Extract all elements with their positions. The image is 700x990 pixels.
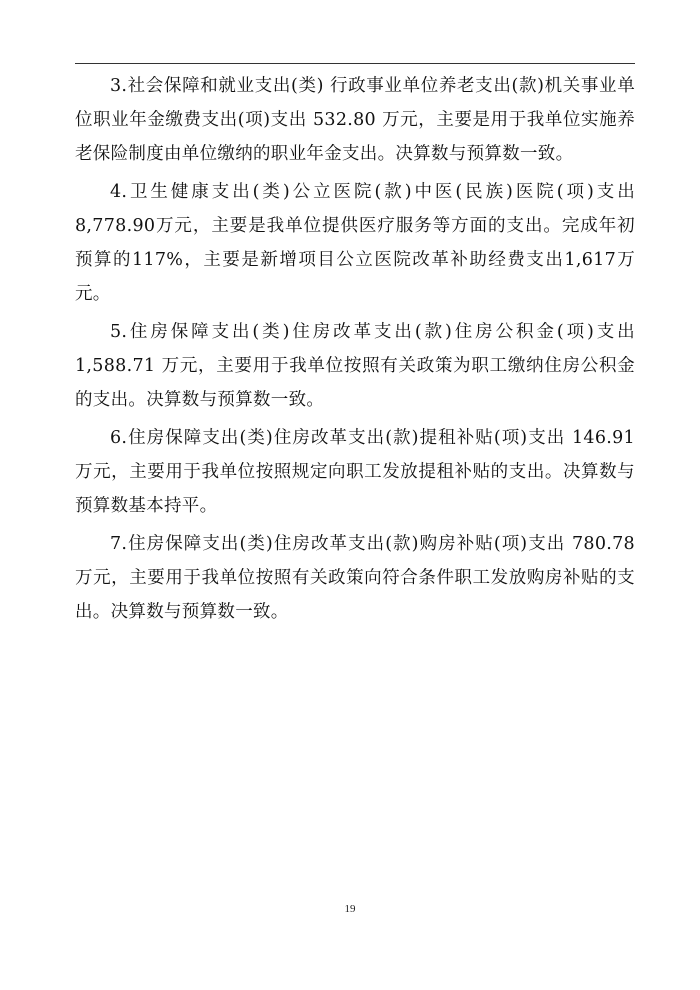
header-rule — [75, 63, 635, 64]
paragraph-item-3: 3.社会保障和就业支出(类) 行政事业单位养老支出(款)机关事业单位职业年金缴费支出(项)支出 532.80 万元，主要是用于我单位实施养老保险制度由单位缴纳的职业年金支出。决算数与预算数一致。 — [75, 76, 635, 164]
document-body — [75, 69, 635, 633]
paragraph-item-5: 5.住房保障支出(类)住房改革支出(款)住房公积金(项)支出 1,588.71 万元，主要用于我单位按照有关政策为职工缴纳住房公积金的支出。决算数与预算数一致。 — [75, 322, 635, 410]
paragraph-item-6: 6.住房保障支出(类)住房改革支出(款)提租补贴(项)支出 146.91 万元，主要用于我单位按照规定向职工发放提租补贴的支出。决算数与预算数基本持平。 — [75, 428, 635, 516]
paragraph-item-4: 4.卫生健康支出(类)公立医院(款)中医(民族)医院(项)支出 8,778.90万元，主要是我单位提供医疗服务等方面的支出。完成年初预算的117%，主要是新增项目公立医院改革补助经费支出1,617万元。 — [75, 182, 635, 304]
paragraph-item-7: 7.住房保障支出(类)住房改革支出(款)购房补贴(项)支出 780.78 万元，主要用于我单位按照有关政策向符合条件职工发放购房补贴的支出。决算数与预算数一致。 — [75, 534, 635, 622]
page-number: 19 — [344, 903, 356, 915]
